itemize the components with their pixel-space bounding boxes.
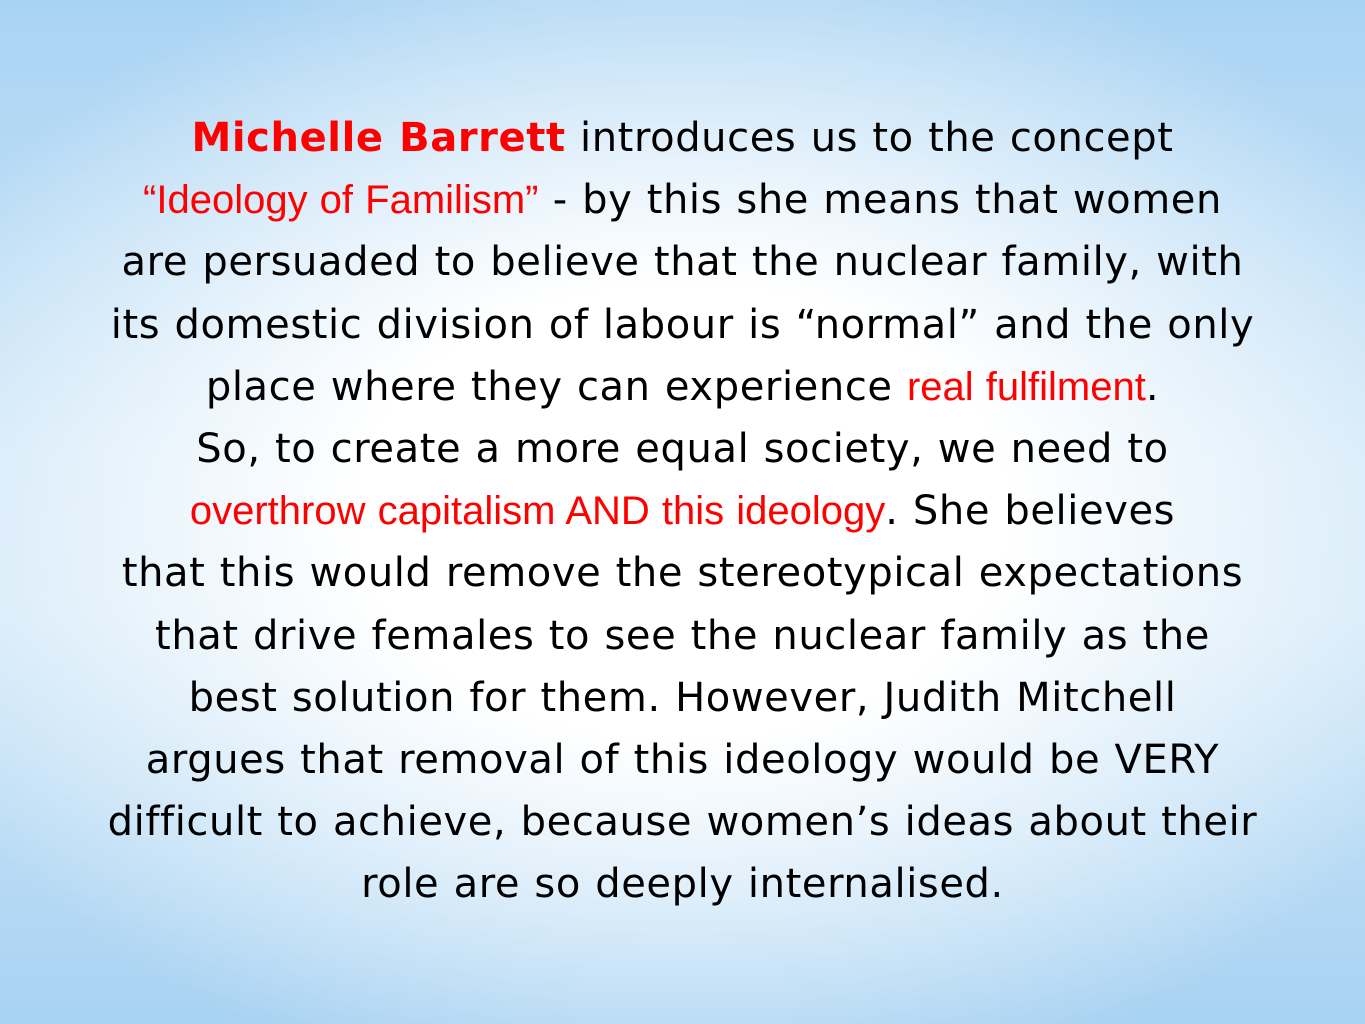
she-believes-text: . She believes bbox=[885, 488, 1176, 535]
text-line-10: best solution for them. However, Judith Mitchell bbox=[188, 674, 1177, 721]
overthrow-highlight: overthrow capitalism AND this ideology bbox=[189, 489, 886, 534]
real-fulfilment-highlight: real fulfilment bbox=[906, 364, 1146, 409]
text-line-8: that this would remove the stereotypical expectations bbox=[121, 550, 1244, 597]
fulfilment-lead: place where they can experience bbox=[205, 363, 907, 410]
fulfilment-period: . bbox=[1145, 363, 1160, 410]
text-line-7 bbox=[8, 480, 1357, 542]
author-name-michelle-barrett: Michelle Barrett bbox=[191, 115, 566, 161]
text-line-5 bbox=[8, 356, 1357, 418]
text-line-13: role are so deeply internalised. bbox=[361, 861, 1004, 908]
text-line-9: that drive females to see the nuclear family as the bbox=[155, 612, 1210, 659]
text-line-11: argues that removal of this ideology would be VERY bbox=[145, 737, 1220, 784]
text-line-2 bbox=[8, 169, 1357, 231]
slide-body-text bbox=[8, 107, 1357, 916]
text-line-1 bbox=[8, 107, 1357, 169]
text-line-3: are persuaded to believe that the nuclear family, with bbox=[121, 239, 1244, 286]
concept-ideology-of-familism: “Ideology of Familism” bbox=[143, 178, 539, 223]
text-line-12: difficult to achieve, because women’s ideas about their bbox=[107, 799, 1258, 846]
definition-start: - by this she means that women bbox=[538, 177, 1222, 224]
text-line-4: its domestic division of labour is “normal” and the only bbox=[110, 301, 1255, 348]
intro-text: introduces us to the concept bbox=[565, 115, 1174, 161]
text-line-6: So, to create a more equal society, we need to bbox=[196, 426, 1169, 473]
